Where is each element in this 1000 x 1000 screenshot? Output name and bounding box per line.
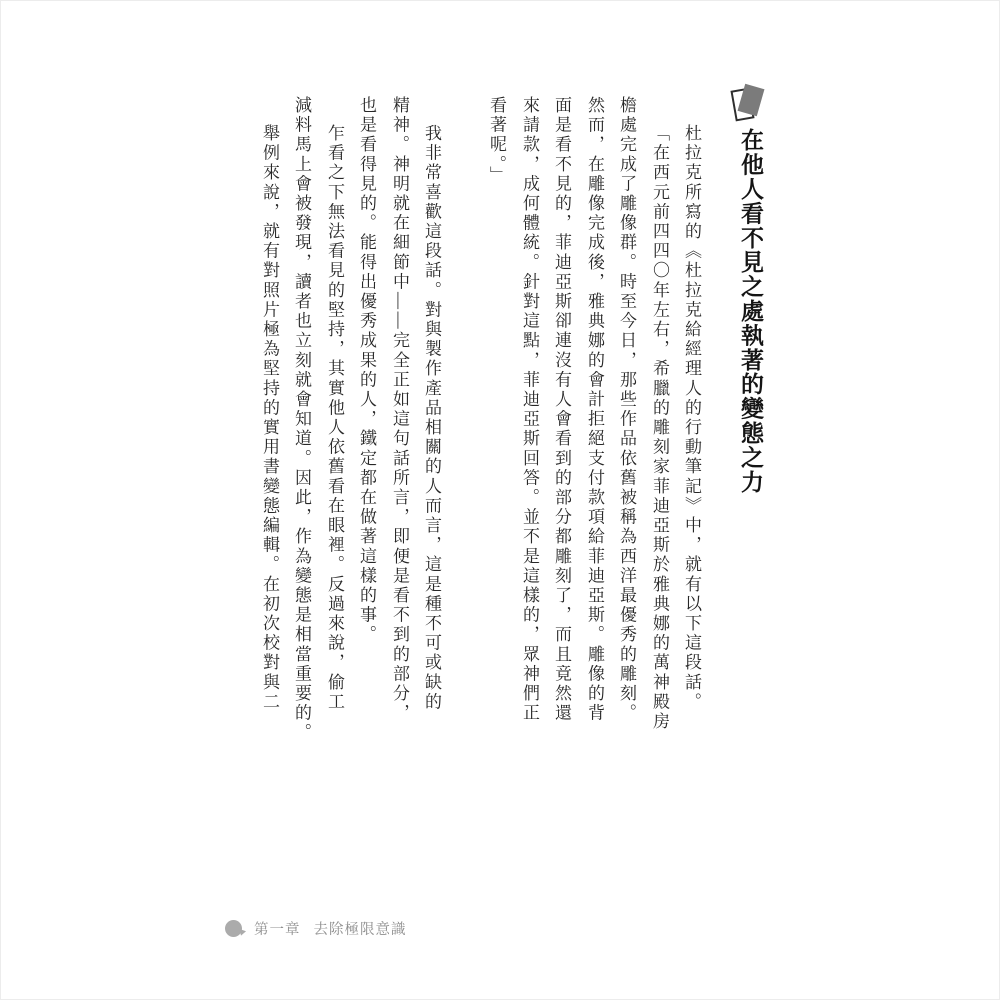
bullet-tail-shape [239,927,247,935]
section-title: 在他人看不見之處執著的變態之力 [738,128,763,494]
text-column-6: 來請款，成何體統。針對這點，菲迪亞斯回答。並不是這樣的，眾神們正 [520,96,539,724]
text-column-13: 舉例來說，就有對照片極為堅持的實用書變態編輯。在初次校對與二 [260,124,279,712]
text-column-1: 杜拉克所寫的《杜拉克給經理人的行動筆記》中，就有以下這段話。 [682,124,701,712]
text-column-3: 檐處完成了雕像群。時至今日，那些作品依舊被稱為西洋最優秀的雕刻。 [617,96,636,724]
text-column-9: 精神。神明就在細節中——完全正如這句話所言，即便是看不到的部分， [390,96,409,724]
text-column-12: 減料馬上會被發現，讀者也立刻就會知道。因此，作為變態是相當重要的。 [292,96,311,743]
text-column-4: 然而，在雕像完成後，雅典娜的會計拒絕支付款項給菲迪亞斯。雕像的背 [585,96,604,724]
text-column-7: 看著呢。」 [487,96,506,186]
chapter-number: 第一章 [254,922,301,938]
text-column-11: 乍看之下無法看見的堅持，其實他人依舊看在眼裡。反過來說，偷工 [325,124,344,712]
chapter-title: 去除極限意識 [313,922,407,938]
chapter-bullet-icon [225,920,242,937]
stacked-papers-icon [732,85,770,123]
text-column-5: 面是看不見的，菲迪亞斯卻連沒有人會看到的部分都雕刻了，而且竟然還 [552,96,571,724]
text-column-10: 也是看得見的。能得出優秀成果的人，鐵定都在做著這樣的事。 [357,96,376,645]
text-column-2: 「在西元前四四〇年左右，希臘的雕刻家菲迪亞斯於雅典娜的萬神殿房 [650,124,669,732]
footer-chapter [225,918,407,939]
text-column-8: 我非常喜歡這段話。對與製作產品相關的人而言，這是種不可或缺的 [422,124,441,712]
